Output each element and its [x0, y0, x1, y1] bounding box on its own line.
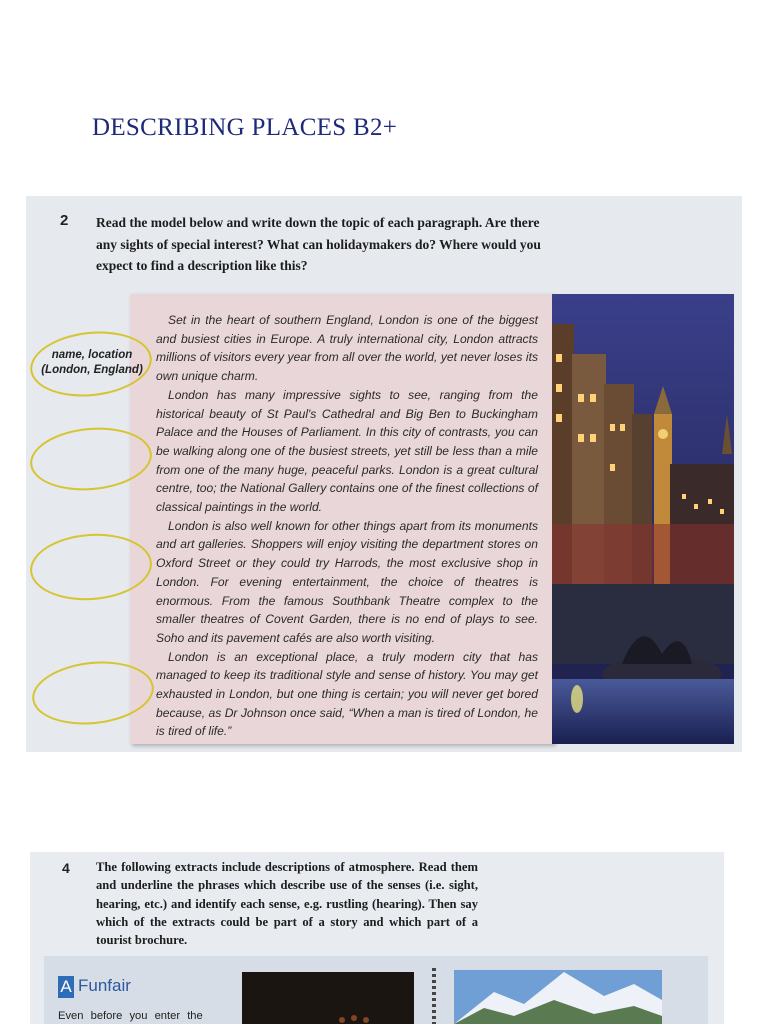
paragraph-1: Set in the heart of southern England, London is one of the biggest and busiest cities in Europe. A truly international city, London attracts millions of visitors every year from all over the world, yet never loses its own unique charm.	[156, 313, 538, 384]
exercise-instruction: The following extracts include descriptions of atmosphere. Read them and underline the phrases which describe use of the senses (i.e. sight, hearing, etc.) and identify each sense, e.g. rustling (hearing). Then say which of the extracts could be part of a story and which part of a tourist brochure.	[96, 860, 478, 948]
mountain-photo	[454, 970, 662, 1024]
exercise-number: 2	[60, 212, 69, 229]
model-text	[156, 311, 538, 741]
margin-label-line-2: (London, England)	[41, 364, 143, 376]
exercise-4-scan	[30, 852, 724, 1024]
divider-dots	[432, 968, 436, 1024]
section-title: Funfair	[78, 976, 131, 995]
paragraph-4: London is an exceptional place, a truly modern city that has managed to keep its traditional style and sense of history. You may get exhausted in London, but one thing is certain; you will never get bored because, as Dr Johnson once said, “When a man is tired of London, he is tired of life.”	[156, 649, 538, 739]
section-letter: A	[58, 976, 74, 998]
document-title: DESCRIBING PLACES B2+	[92, 114, 398, 141]
extract-text: Even before you enter the	[58, 1010, 203, 1022]
paragraph-2: London has many impressive sights to see, ranging from the historical beauty of St Paul's Cathedral and Big Ben to Buckingham Palace and the Houses of Parliament. In this city of contrasts, you can be walking along one of the busiest streets, yet still be less than a mile from one of the many huge, peaceful parks. London is a great cultural centre, too; the National Gallery contains one of the finest collections of classical paintings in the world.	[156, 387, 538, 515]
funfair-photo	[242, 972, 414, 1024]
exercise-2-scan	[26, 196, 742, 752]
margin-label	[32, 348, 152, 378]
paragraph-3: London is also well known for other things apart from its monuments and art galleries. Shoppers will enjoy visiting the department stores on Oxford Street or they could try Harrods, the most exclusive shop in London. For evening entertainment, the choice of theatres is enormous. From the famous Southbank Theatre complex to the smaller theatres of Covent Garden, there is no end of plays to see. Soho and its pavement cafés are also worth visiting.	[156, 518, 538, 645]
london-photo	[552, 294, 734, 744]
margin-label-line-1: name, location	[51, 349, 133, 361]
exercise-instruction: Read the model below and write down the topic of each paragraph. Are there any sights of special interest? What can holidaymakers do? Where would you expect to find a description like this?	[96, 215, 541, 273]
exercise-number: 4	[62, 860, 70, 876]
